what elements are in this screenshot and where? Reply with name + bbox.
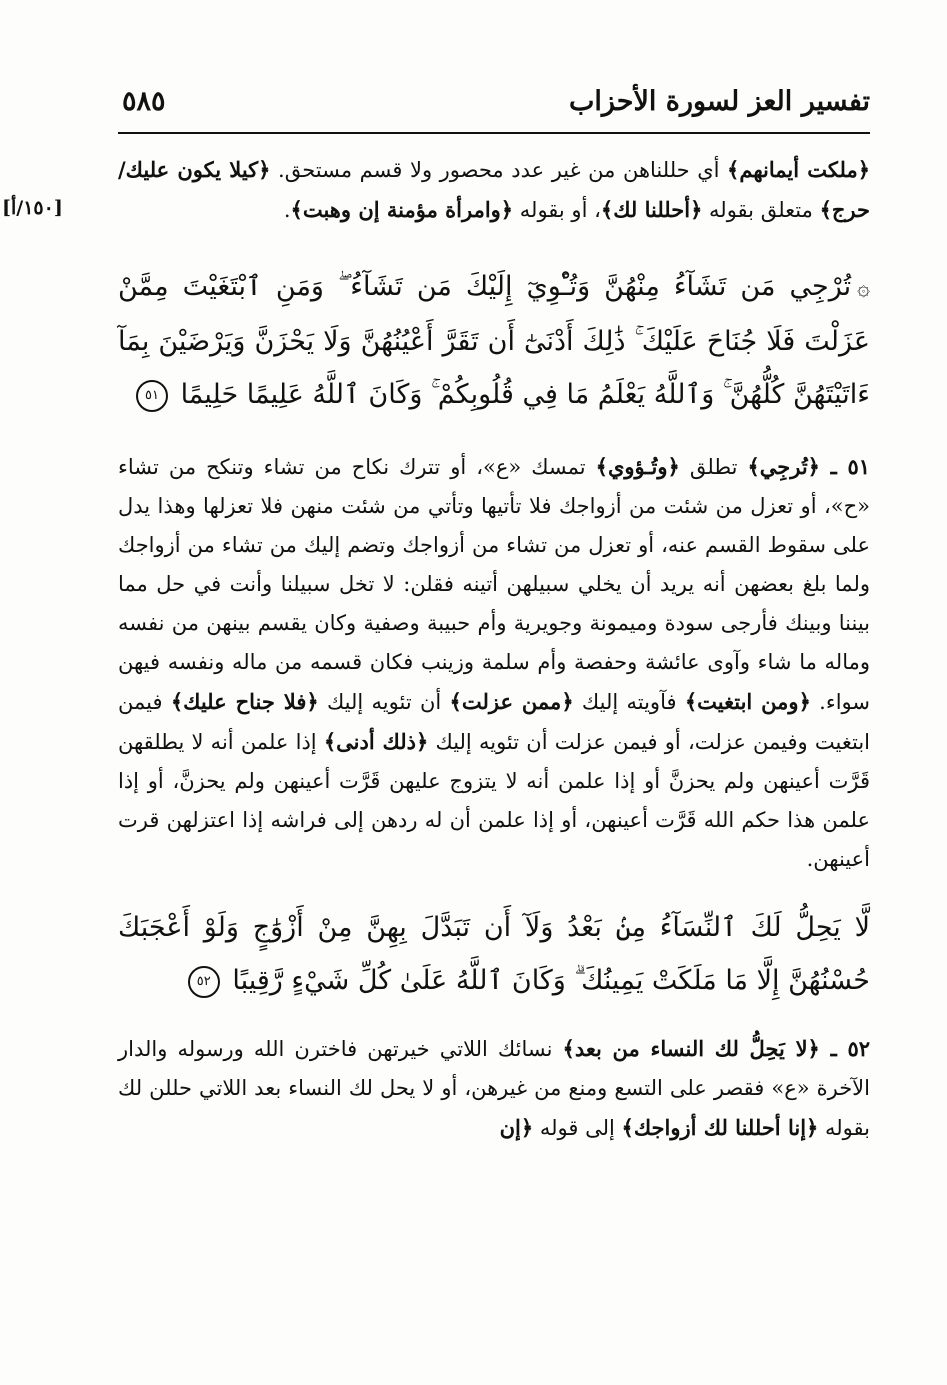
header-rule [118, 132, 870, 134]
section-number: ٥١ ـ [819, 454, 870, 479]
quran-quote: ﴿إن [499, 1115, 534, 1140]
commentary-51: ٥١ ـ ﴿تُرجِي﴾ تطلق ﴿وتُـؤوي﴾ تمسك «ع»، أو تترك نكاح من تشاء وتنكح من تشاء «ح»، أو تعزل من شئت من أزواجك فلا تأتيها وتأتي من شئت منهن فلا تعزلها وهذا يدل على سقوط القسم عنه، أو تعزل من تشاء من أزواجك وتضم إليك من تشاء من أزواجك ولما بلغ بعضهن أنه يريد أن يخلي سبيلهن أتينه فقلن: لا تخل سبيلنا وأنت في حل مما بيننا وبينك فأرجى سودة وميمونة وجويرية وأم حبيبة وصفية وكان يقسم بينهن من نفسه وماله ما شاء وآوى عائشة وحفصة وأم سلمة وزينب فكان قسمه من ماله ونفسه فيهن سواء. ﴿ومن ابتغيت﴾ فآويته إليك ﴿ممن عزلت﴾ أن تئويه إليك ﴿فلا جناح عليك﴾ فيمن ابتغيت وفيمن عزلت، أو فيمن عزلت أن تئويه إليك ﴿ذلك أدنى﴾ إذا علمن أنه لا يطلقهن قَرَّت أعينهن ولم يحزنَّ أو إذا علمن أنه لا يتزوج عليهن قَرَّت أعينهن ولم يحزنَّ، أو إذا علمن هذا حكم الله قَرَّت أعينهن، أو إذا علمن أن له ردهن إلى فراشه إذا اعتزلهن قرت أعينهن. [118, 454, 871, 871]
quran-quote: ﴿ومن ابتغيت﴾ [684, 689, 811, 714]
section-number: ٥٢ ـ [819, 1036, 870, 1061]
quran-quote: ﴿أحللنا لك﴾ [600, 197, 703, 222]
verse-text: لَّا يَحِلُّ لَكَ ٱلنِّسَآءُ مِنۢ بَعْدُ وَلَآ أَن تَبَدَّلَ بِهِنَّ مِنْ أَزْوَٰجٍ وَلَوْ أَعْجَبَكَ حُسْنُهُنَّ إِلَّا مَا مَلَكَتْ يَمِينُكَ ۗ وَكَانَ ٱللَّهُ عَلَىٰ كُلِّ شَيْءٍ رَّقِيبًا [118, 912, 870, 996]
ayah-number-marker: ٥٢ [188, 966, 220, 998]
quran-quote: ﴿لا يَحِلُّ لك النساء من بعد﴾ [562, 1036, 820, 1061]
verse-text: تُرْجِي مَن تَشَآءُ مِنْهُنَّ وَتُـْٔوِيٓ إِلَيْكَ مَن تَشَآءُ ۖ وَمَنِ ٱبْتَغَيْتَ مِمَّنْ عَزَلْتَ فَلَا جُنَاحَ عَلَيْكَ ۚ ذَٰلِكَ أَدْنَىٰٓ أَن تَقَرَّ أَعْيُنُهُنَّ وَلَا يَحْزَنَّ وَيَرْضَيْنَ بِمَآ ءَاتَيْتَهُنَّ كُلُّهُنَّ ۚ وَٱللَّهُ يَعْلَمُ مَا فِي قُلُوبِكُمْ ۚ وَكَانَ ٱللَّهُ عَلِيمًا حَلِيمًا [118, 271, 870, 410]
hizb-star-icon: ۞ [857, 276, 870, 301]
quran-verse-52 [118, 901, 870, 1007]
page [2, 80, 871, 1148]
quran-quote: ﴿تُرجِي﴾ [747, 454, 820, 479]
manuscript-folio-note: [١٥٠/أ] [2, 197, 63, 219]
quran-quote: ﴿إنا أحللنا لك أزواجك﴾ [621, 1115, 819, 1140]
page-number: ٥٨٥ [122, 86, 166, 117]
quran-quote: ﴿كيلا يكون عليك/ حرج﴾ [118, 157, 870, 222]
quran-verse-51 [118, 260, 870, 421]
quran-quote: ﴿فلا جناح عليك﴾ [170, 689, 319, 714]
paragraph-intro: [١٥٠/أ] ﴿ملكت أيمانهم﴾ أي حللناهن من غير عدد محصور ولا قسم مستحق. ﴿كيلا يكون عليك/ حرج﴾ متعلق بقوله ﴿أحللنا لك﴾، أو بقوله ﴿وامرأة مؤمنة إن وهبت﴾. [118, 150, 870, 230]
quran-quote: ﴿ذلك أدنى﴾ [323, 729, 429, 754]
header-title: تفسير العز لسورة الأحزاب [568, 86, 870, 117]
running-header [118, 80, 870, 126]
commentary-52: ٥٢ ـ ﴿لا يَحِلُّ لك النساء من بعد﴾ نسائك اللاتي خيرتهن فاخترن الله ورسوله والدار الآخرة «ع» فقصر على التسع ومنع من غيرهن، أو لا يحل لك النساء بعد اللاتي حللن لك بقوله ﴿إنا أحللنا لك أزواجك﴾ إلى قوله ﴿إن [118, 1036, 870, 1140]
quran-quote: ﴿ممن عزلت﴾ [449, 689, 574, 714]
quran-quote: ﴿ملكت أيمانهم﴾ [727, 157, 871, 182]
quran-quote: ﴿وتُـؤوي﴾ [595, 454, 680, 479]
quran-quote: ﴿وامرأة مؤمنة إن وهبت﴾ [290, 197, 514, 222]
ayah-number-marker: ٥١ [136, 380, 168, 412]
